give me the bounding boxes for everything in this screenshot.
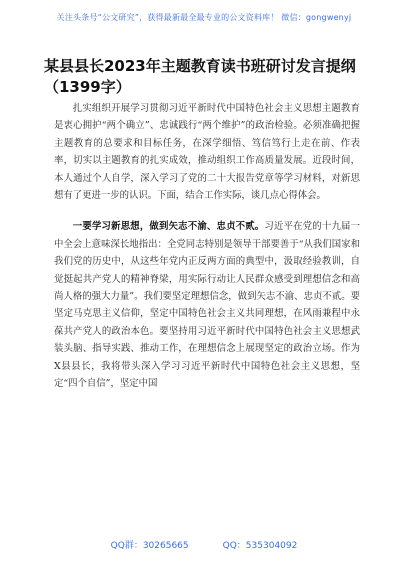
header-promo-note: 关注头条号“公文研究”，获得最新最全最专业的公文资料库！ 微信：gongwenyj xyxy=(56,13,352,22)
paragraph-intro: 扎实组织开展学习贯彻习近平新时代中国特色社会主义思想主题教育是衷心拥护“两个确立”、忠诚践行“两个维护”的政治检验。必须准确把握主题教育的总要求和目标任务，在深学细悟、笃信笃行上走在前、作表率，切实以主题教育的扎实成效，推动组织工作高质量发展。近段时间，本人通过个人自学，深入学习了党的二十大报告党章等学习材料，对新思想有了更进一步的认识。下面，结合工作实际，谈几点心得体会。 xyxy=(54,103,360,202)
document-body xyxy=(54,100,360,393)
footer-qq: QQ：535304092 xyxy=(222,541,298,551)
footer-qq-group: QQ群：30265665 xyxy=(110,541,189,551)
section-body: 习近平在党的十九届一中全会上意味深长地指出：全党同志特别是领导干部要善于“从我们国家和我们党的历史中，从这些年党内正反两方面的典型中，汲取经验教训，自觉挺起共产党人的精神脊梁，用实际行动让人民群众感受到理想信念和高尚人格的强大力量”。我们要坚定理想信念，做到矢志不渝、忠贞不贰。要坚定马克思主义信仰，坚定中国特色社会主义共同理想，在风雨兼程中永葆共产党人的政治本色。要坚持用习近平新时代中国特色社会主义思想武装头脑、指导实践、推动工作，在理想信念上展现坚定的政治立场。作为X县县长，我将带头深入学习习近平新时代中国特色社会主义思想，坚定“四个自信”，坚定中国 xyxy=(54,221,360,390)
document-title: 某县县长2023年主题教育读书班研讨发言提纲（1399字） xyxy=(44,57,356,96)
paragraph-section-1 xyxy=(54,218,360,392)
footer-contact xyxy=(0,538,408,551)
section-heading: 一要学习新思想，做到矢志不渝、忠贞不贰。 xyxy=(72,221,265,233)
